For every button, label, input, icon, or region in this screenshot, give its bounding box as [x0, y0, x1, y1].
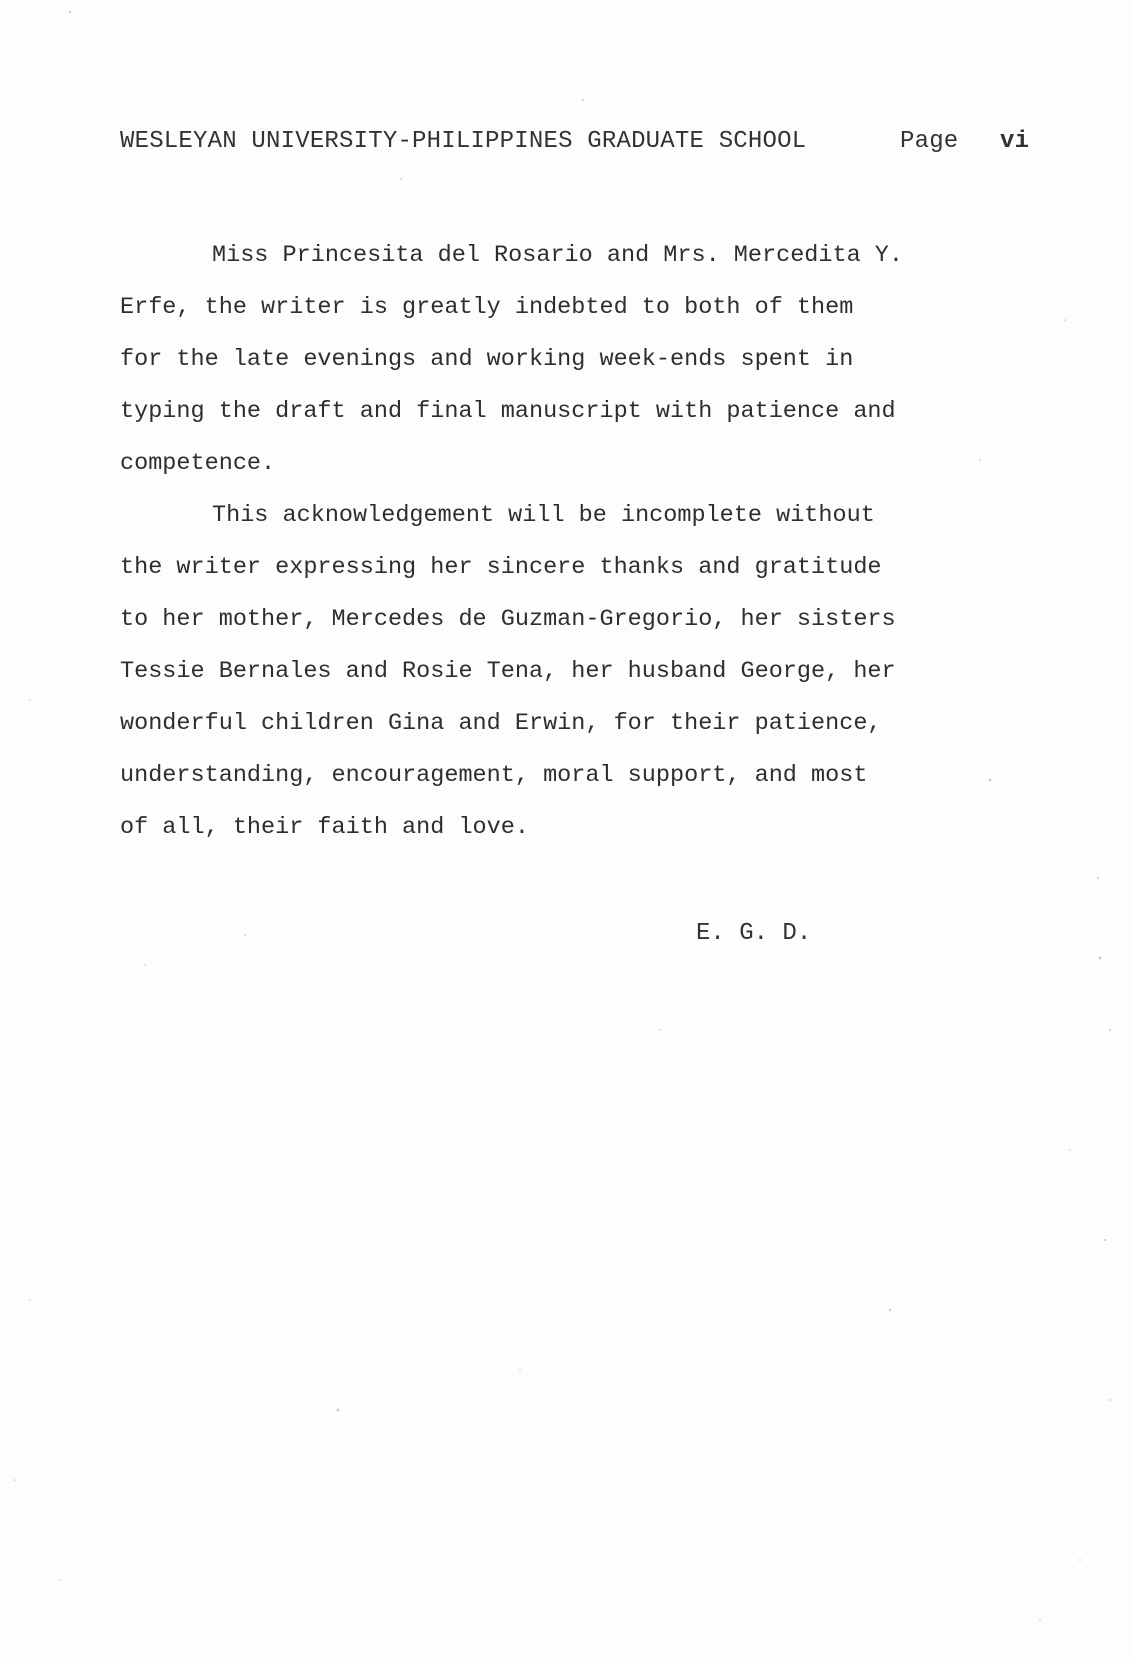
acknowledgement-body [120, 230, 1000, 854]
page-label: Page [900, 128, 959, 155]
text-line: Tessie Bernales and Rosie Tena, her husband George, her [120, 658, 896, 685]
page-header [120, 128, 1030, 168]
author-initials: E. G. D. [696, 920, 812, 947]
text-line: competence. [120, 450, 276, 477]
text-line: for the late evenings and working week-ends spent in [120, 346, 854, 373]
institution-title: WESLEYAN UNIVERSITY-PHILIPPINES GRADUATE SCHOOL [120, 128, 807, 155]
page-number: vi [1000, 128, 1030, 155]
text-line: understanding, encouragement, moral support, and most [120, 762, 868, 789]
text-line: to her mother, Mercedes de Guzman-Gregorio, her sisters [120, 606, 896, 633]
text-line: of all, their faith and love. [120, 814, 529, 841]
text-line: This acknowledgement will be incomplete without [212, 502, 875, 529]
text-line: the writer expressing her sincere thanks and gratitude [120, 554, 882, 581]
text-line: Miss Princesita del Rosario and Mrs. Mercedita Y. [212, 242, 904, 269]
text-line: Erfe, the writer is greatly indebted to both of them [120, 294, 854, 321]
text-line: wonderful children Gina and Erwin, for their patience, [120, 710, 882, 737]
text-line: typing the draft and final manuscript with patience and [120, 398, 896, 425]
